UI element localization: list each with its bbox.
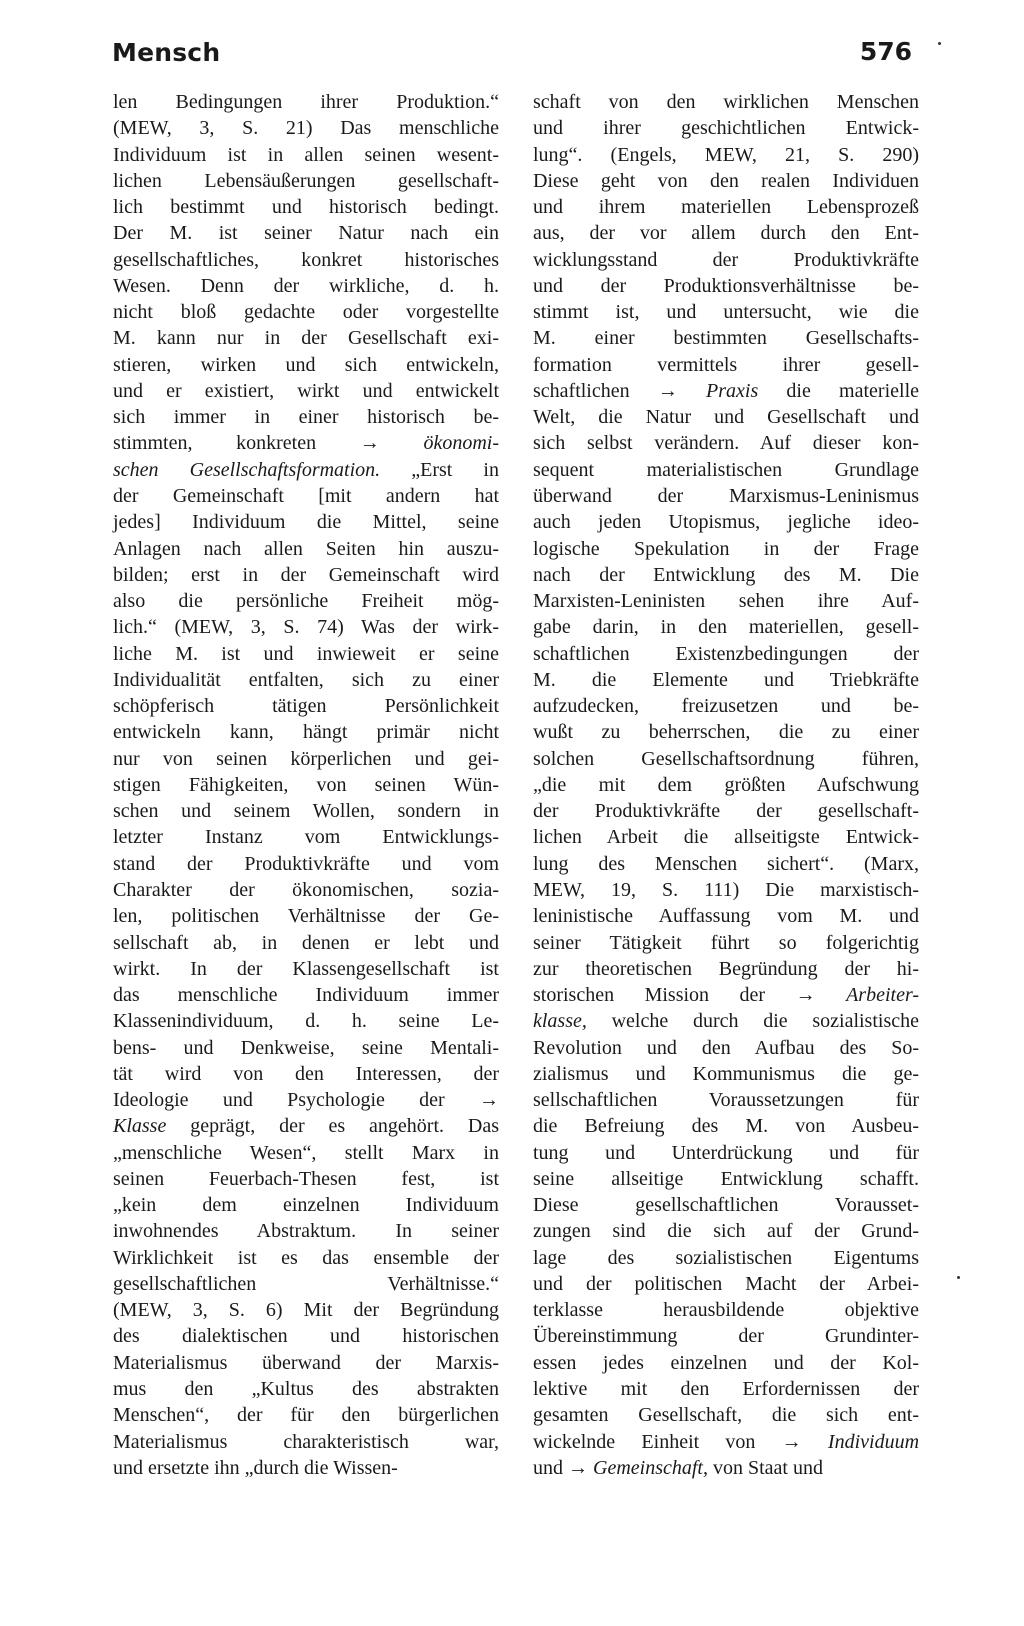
right-column-line: gesamten Gesellschaft, die sich ent- — [533, 1404, 919, 1427]
left-column-line: Materialismus charakteristisch war, — [113, 1430, 499, 1453]
left-column-line: bilden; erst in der Gemeinschaft wird — [113, 563, 499, 586]
cross-reference-arrow-icon: → — [781, 1430, 802, 1453]
right-column-line: überwand der Marxismus-Leninismus — [533, 484, 919, 507]
left-column-line: stand der Produktivkräfte und vom — [113, 852, 499, 875]
right-column-line: formation vermittels ihrer gesell- — [533, 353, 919, 376]
left-column-line: wirkt. In der Klassengesellschaft ist — [113, 957, 499, 980]
left-column-line: „kein dem einzelnen Individuum — [113, 1194, 499, 1217]
left-column-line: stigen Fähigkeiten, von seinen Wün- — [113, 773, 499, 796]
right-column-line: terklasse herausbildende objektive — [533, 1299, 919, 1322]
left-column-line: Charakter der ökonomischen, sozia- — [113, 878, 499, 901]
left-column-line: stimmten, konkreten → ökonomi- — [113, 432, 500, 455]
right-text-column — [533, 89, 919, 1481]
left-column-line: liche M. ist und inwieweit er seine — [113, 642, 499, 665]
right-column-line: storischen Mission der → Arbeiter- — [533, 984, 920, 1007]
right-column-line: wußt zu beherrschen, die zu einer — [533, 721, 919, 744]
print-speck — [957, 1276, 960, 1279]
left-column-line: (MEW, 3, S. 6) Mit der Begründung — [113, 1299, 499, 1322]
right-column-line: und → Gemeinschaft, von Staat und — [533, 1456, 823, 1479]
left-column-line: inwohnendes Abstraktum. In seiner — [113, 1220, 499, 1243]
left-column-line: Individuum ist in allen seinen wesent- — [113, 143, 499, 166]
right-column-line: zialismus und Kommunismus die ge- — [533, 1062, 919, 1085]
right-column-line: tung und Unterdrückung und für — [533, 1141, 919, 1164]
left-column-line: Wirklichkeit ist es das ensemble der — [113, 1246, 499, 1269]
left-column-line: entwickeln kann, hängt primär nicht — [113, 721, 499, 744]
right-column-line: die Befreiung des M. von Ausbeu- — [533, 1115, 919, 1138]
left-column-line: lichen Lebensäußerungen gesellschaft- — [113, 169, 499, 192]
right-column-line: MEW, 19, S. 111) Die marxistisch- — [533, 878, 919, 901]
left-column-line: Klasse geprägt, der es angehört. Das — [113, 1115, 499, 1138]
right-column-line: aufzudecken, freizusetzen und be- — [533, 695, 919, 718]
left-column-line: Der M. ist seiner Natur nach ein — [113, 222, 499, 245]
left-column-line: Materialismus überwand der Marxis- — [113, 1351, 499, 1374]
left-column-line: len Bedingungen ihrer Produktion.“ — [113, 91, 499, 113]
right-column-line: der Produktivkräfte der gesellschaft- — [533, 800, 919, 823]
right-column-line: leninistische Auffassung vom M. und — [533, 905, 919, 928]
cross-reference-arrow-icon: → — [795, 984, 816, 1007]
right-column-line: sequent materialistischen Grundlage — [533, 458, 919, 481]
left-column-line: len, politischen Verhältnisse der Ge- — [113, 905, 499, 928]
cross-reference-arrow-icon: → — [568, 1456, 588, 1479]
left-column-line: „menschliche Wesen“, stellt Marx in — [113, 1141, 499, 1164]
cross-reference-arrow-icon: → — [359, 432, 380, 455]
right-column-line: stimmt ist, und untersucht, wie die — [533, 301, 919, 324]
right-column-line: sellschaftlichen Voraussetzungen für — [533, 1089, 919, 1112]
right-column-line: und der politischen Macht der Arbei- — [533, 1272, 919, 1295]
cross-reference-arrow-icon: → — [479, 1089, 499, 1112]
running-head: Mensch — [112, 38, 221, 67]
cross-reference-arrow-icon: → — [657, 379, 678, 402]
left-column-line: jedes] Individuum die Mittel, seine — [113, 511, 499, 534]
right-column-line: wickelnde Einheit von → Individuum — [533, 1430, 920, 1453]
right-column-line: und der Produktionsverhältnisse be- — [533, 274, 919, 297]
left-column-line: des dialektischen und historischen — [113, 1325, 499, 1348]
right-column-line: Welt, die Natur und Gesellschaft und — [533, 406, 919, 429]
right-column-line: schaftlichen Existenzbedingungen der — [533, 642, 919, 665]
right-column-line: zungen sind die sich auf der Grund- — [533, 1220, 919, 1243]
right-column-line: schaft von den wirklichen Menschen — [533, 91, 919, 113]
right-column-line: sich selbst verändern. Auf dieser kon- — [533, 432, 919, 455]
left-column-line: gesellschaftliches, konkret historisches — [113, 248, 499, 271]
left-column-line: der Gemeinschaft [mit andern hat — [113, 484, 499, 507]
left-column-line: und ersetzte ihn „durch die Wissen- — [113, 1456, 398, 1479]
right-column-line: zur theoretischen Begründung der hi- — [533, 957, 919, 980]
left-column-line: bens- und Denkweise, seine Mentali- — [113, 1036, 499, 1059]
left-column-line: (MEW, 3, S. 21) Das menschliche — [113, 117, 499, 140]
right-column-line: Marxisten-Leninisten sehen ihre Auf- — [533, 590, 919, 613]
right-column-line: und ihrem materiellen Lebensprozeß — [533, 196, 919, 219]
left-column-line: schen und seinem Wollen, sondern in — [113, 800, 499, 823]
right-column-line: aus, der vor allem durch den Ent- — [533, 222, 919, 245]
right-column-line: auch jeden Utopismus, jegliche ideo- — [533, 511, 919, 534]
left-column-line: sellschaft ab, in denen er lebt und — [113, 931, 499, 954]
right-column-line: nach der Entwicklung des M. Die — [533, 563, 919, 586]
left-column-line: Wesen. Denn der wirkliche, d. h. — [113, 274, 499, 297]
left-column-line: gesellschaftlichen Verhältnisse.“ — [113, 1272, 499, 1295]
print-speck — [938, 42, 941, 45]
left-column-line: sich immer in einer historisch be- — [113, 406, 499, 429]
left-column-line: nur von seinen körperlichen und gei- — [113, 747, 499, 770]
left-column-line: Klassenindividuum, d. h. seine Le- — [113, 1010, 499, 1033]
right-column-line: klasse, welche durch die sozialistische — [533, 1010, 919, 1033]
left-column-line: Menschen“, der für den bürgerlichen — [113, 1404, 499, 1427]
left-column-line: letzter Instanz vom Entwicklungs- — [113, 826, 499, 849]
left-column-line: Individualität entfalten, sich zu einer — [113, 668, 499, 691]
left-column-line: also die persönliche Freiheit mög- — [113, 590, 499, 613]
right-column-line: gabe darin, in den materiellen, gesell- — [533, 616, 919, 639]
right-column-line: essen jedes einzelnen und der Kol- — [533, 1351, 919, 1374]
left-column-line: mus den „Kultus des abstrakten — [113, 1378, 499, 1401]
right-column-line: und ihrer geschichtlichen Entwick- — [533, 117, 919, 140]
right-column-line: lage des sozialistischen Eigentums — [533, 1246, 919, 1269]
right-column-line: lektive mit den Erfordernissen der — [533, 1378, 919, 1401]
left-column-line: stieren, wirken und sich entwickeln, — [113, 353, 499, 376]
left-column-line: tät wird von den Interessen, der — [113, 1062, 499, 1085]
left-column-line: und er existiert, wirkt und entwickelt — [113, 379, 499, 402]
right-column-line: seiner Tätigkeit führt so folgerichtig — [533, 931, 919, 954]
right-column-line: lichen Arbeit die allseitigste Entwick- — [533, 826, 919, 849]
left-column-line: lich bestimmt und historisch bedingt. — [113, 196, 499, 219]
right-column-line: Übereinstimmung der Grundinter- — [533, 1325, 919, 1348]
right-column-line: logische Spekulation in der Frage — [533, 537, 919, 560]
left-column-line: Anlagen nach allen Seiten hin auszu- — [113, 537, 499, 560]
left-column-line: schöpferisch tätigen Persönlichkeit — [113, 695, 499, 718]
right-column-line: Diese gesellschaftlichen Vorausset- — [533, 1194, 919, 1217]
left-column-line: nicht bloß gedachte oder vorgestellte — [113, 301, 499, 324]
left-column-line: seinen Feuerbach-Thesen fest, ist — [113, 1167, 499, 1190]
right-column-line: wicklungsstand der Produktivkräfte — [533, 248, 919, 271]
left-column-line: Ideologie und Psychologie der → — [113, 1089, 499, 1112]
left-column-line: schen Gesellschaftsformation. „Erst in — [113, 458, 499, 481]
right-column-line: seine allseitige Entwicklung schafft. — [533, 1167, 919, 1190]
left-column-line: lich.“ (MEW, 3, S. 74) Was der wirk- — [113, 616, 499, 639]
right-column-line: Revolution und den Aufbau des So- — [533, 1036, 919, 1059]
left-text-column — [113, 89, 499, 1481]
page-number: 576 — [859, 37, 912, 66]
right-column-line: M. einer bestimmten Gesellschafts- — [533, 327, 919, 350]
right-column-line: M. die Elemente und Triebkräfte — [533, 668, 919, 691]
right-column-line: lung des Menschen sichert“. (Marx, — [533, 852, 919, 875]
left-column-line: M. kann nur in der Gesellschaft exi- — [113, 327, 499, 350]
right-column-line: Diese geht von den realen Individuen — [533, 169, 919, 192]
left-column-line: das menschliche Individuum immer — [113, 984, 499, 1007]
right-column-line: „die mit dem größten Aufschwung — [533, 773, 919, 796]
right-column-line: schaftlichen → Praxis die materielle — [533, 379, 920, 402]
right-column-line: lung“. (Engels, MEW, 21, S. 290) — [533, 143, 919, 166]
right-column-line: solchen Gesellschaftsordnung führen, — [533, 747, 919, 770]
